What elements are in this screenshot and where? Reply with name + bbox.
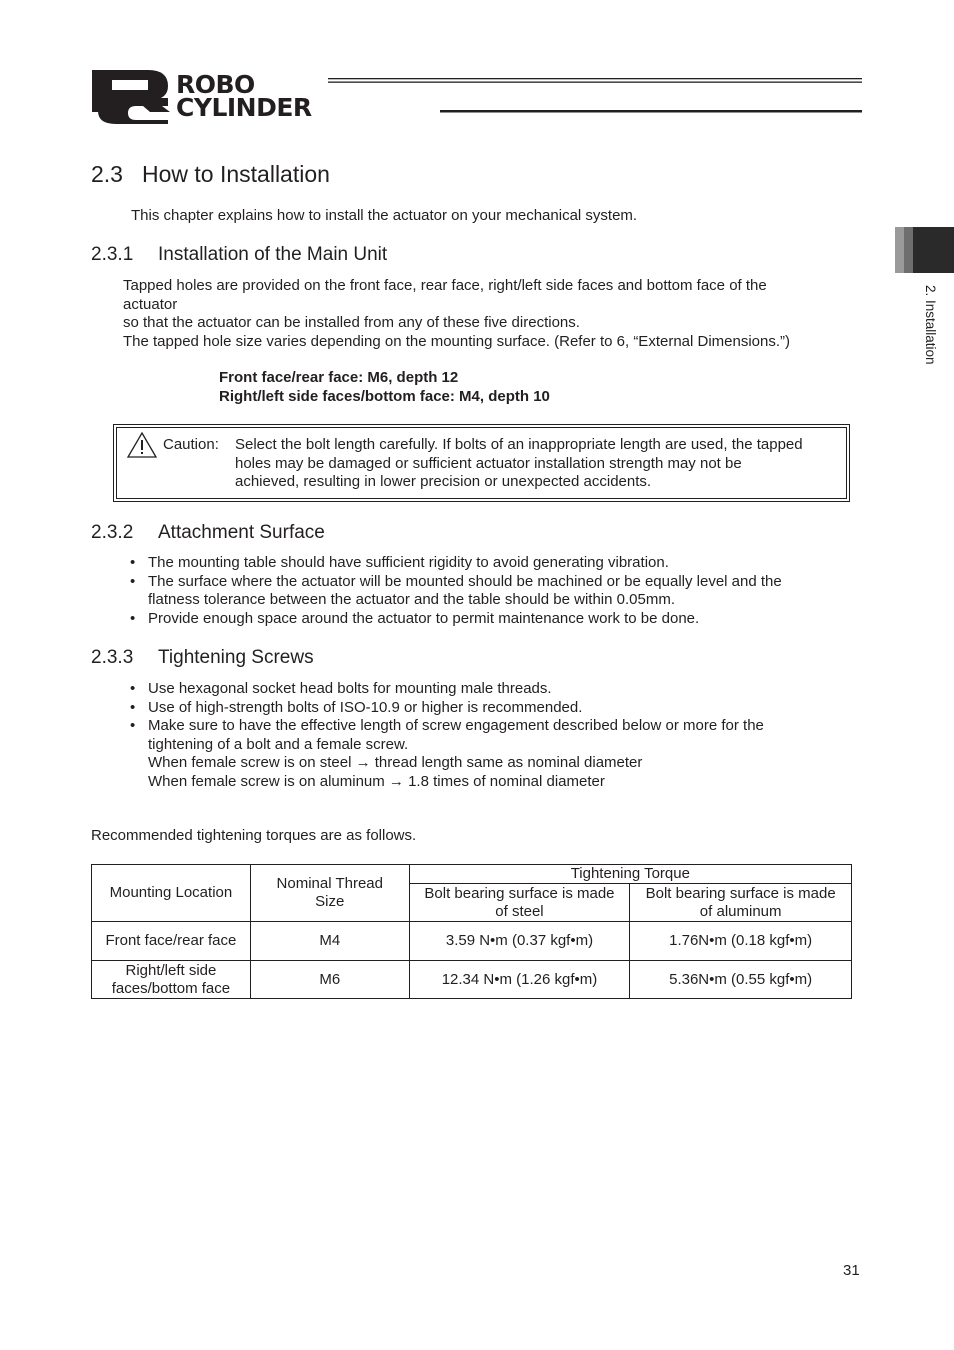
subsection-number: 2.3.3: [91, 647, 134, 668]
list-item: • Use hexagonal socket head bolts for mounting male threads.: [128, 680, 764, 699]
section-title: How to Installation: [142, 161, 330, 187]
header-mounting-location: Mounting Location: [92, 865, 251, 922]
cell-steel-torque: 3.59 N•m (0.37 kgf•m): [409, 922, 630, 961]
tapped-hole-specs: [219, 369, 550, 406]
caution-label: Caution:: [163, 436, 219, 453]
paragraph-line: The tapped hole size varies depending on the mounting surface. (Refer to 6, “External Dimensions.”): [123, 332, 791, 350]
header-aluminum: Bolt bearing surface is made of aluminum: [630, 884, 852, 922]
header-steel: Bolt bearing surface is made of steel: [409, 884, 630, 922]
subsection-title: Installation of the Main Unit: [158, 244, 388, 265]
subsection-number: 2.3.2: [91, 522, 134, 543]
header-tightening-torque: Tightening Torque: [409, 865, 851, 884]
caution-line: holes may be damaged or sufficient actuator installation strength may not be: [235, 454, 742, 472]
logo-word-robo: ROBO: [176, 70, 255, 99]
installation-paragraph: [123, 277, 790, 351]
list-item: • Use of high-strength bolts of ISO-10.9 or higher is recommended.: [128, 699, 764, 718]
table-row: [92, 922, 852, 961]
list-item: • Provide enough space around the actuator to permit maintenance work to be done.: [128, 610, 782, 629]
list-item-continuation: tightening of a bolt and a female screw.: [148, 735, 409, 753]
logo-graphic: [90, 68, 865, 126]
subsection-number: 2.3.1: [91, 244, 134, 265]
section-number: 2.3: [91, 161, 123, 187]
caution-box: [113, 424, 850, 502]
paragraph-line: actuator: [123, 295, 178, 313]
attachment-surface-list: [128, 554, 782, 628]
cell-location: Front face/rear face: [92, 922, 251, 961]
list-item-continuation: When female screw is on aluminum → 1.8 times of nominal diameter: [148, 772, 605, 790]
list-item-continuation: When female screw is on steel → thread length same as nominal diameter: [148, 754, 643, 771]
subsection-title: Tightening Screws: [158, 647, 314, 668]
list-item: • The mounting table should have sufficient rigidity to avoid generating vibration.: [128, 554, 782, 573]
header-nominal-thread: Nominal Thread Size: [250, 865, 409, 922]
robo-cylinder-logo: [90, 68, 865, 126]
warning-triangle-icon: [126, 431, 158, 459]
table-header-row: [92, 865, 852, 884]
caution-text: [235, 436, 803, 492]
cell-thread: M4: [250, 922, 409, 961]
cell-aluminum-torque: 1.76N•m (0.18 kgf•m): [630, 922, 852, 961]
spec-side-bottom: Right/left side faces/bottom face: M4, depth 10: [219, 387, 550, 405]
paragraph-line: Tapped holes are provided on the front face, rear face, right/left side faces and bottom face of the: [123, 277, 767, 294]
cell-location: Right/left side faces/bottom face: [92, 961, 251, 999]
caution-line: achieved, resulting in lower precision or unexpected accidents.: [235, 473, 652, 490]
chapter-tab-label: 2. Installation: [923, 285, 938, 365]
subsection-heading-232: [91, 522, 325, 544]
tightening-screws-list: [128, 680, 764, 791]
list-item-continuation: flatness tolerance between the actuator and the table should be within 0.05mm.: [148, 591, 675, 608]
subsection-heading-233: [91, 647, 314, 669]
list-item: • Make sure to have the effective length of screw engagement described below or more for the: [128, 717, 764, 736]
spec-front-rear: Front face/rear face: M6, depth 12: [219, 369, 459, 386]
subsection-title: Attachment Surface: [158, 522, 325, 543]
section-heading: [91, 161, 330, 188]
paragraph-line: so that the actuator can be installed from any of these five directions.: [123, 314, 580, 331]
table-row: [92, 961, 852, 999]
tightening-torque-table: [91, 864, 852, 999]
subsection-heading-231: [91, 244, 387, 266]
caution-line: Select the bolt length carefully. If bolts of an inappropriate length are used, the tapped: [235, 436, 803, 453]
page-number: 31: [843, 1262, 860, 1279]
section-intro: This chapter explains how to install the actuator on your mechanical system.: [131, 207, 638, 224]
logo-word-cylinder: CYLINDER: [176, 93, 312, 122]
cell-steel-torque: 12.34 N•m (1.26 kgf•m): [409, 961, 630, 999]
cell-aluminum-torque: 5.36N•m (0.55 kgf•m): [630, 961, 852, 999]
chapter-tab: [895, 227, 954, 273]
table-intro: Recommended tightening torques are as follows.: [91, 827, 417, 844]
cell-thread: M6: [250, 961, 409, 999]
list-item: • The surface where the actuator will be mounted should be machined or be equally level and the: [128, 573, 782, 592]
